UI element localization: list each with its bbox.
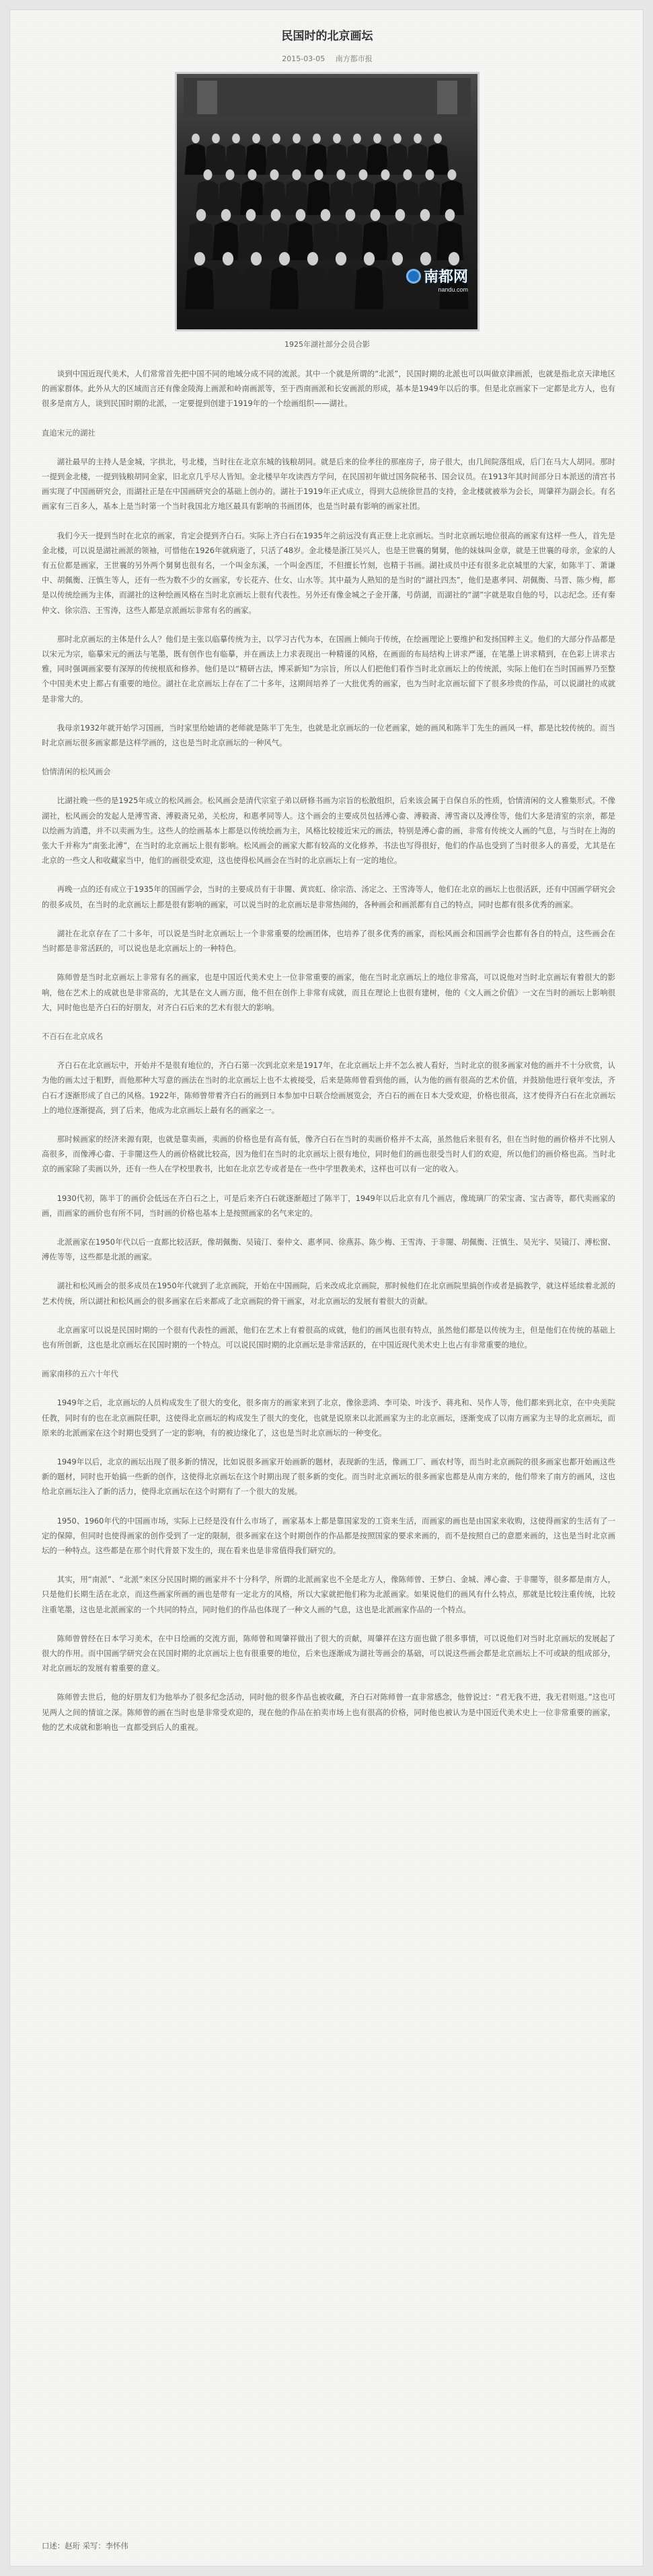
section-heading: 不百石在北京成名 [42, 1031, 104, 1041]
body-paragraph: 湖社最早的主持人是金城，字拱北，号北楼，当时往在北京东城的钱粮胡同。就是后来的俭孝往的那座房子，房子很大，由几间院落组成，后门在马大人胡同。那时一提到金北楼，一提到钱粮胡同金家，旧北京几乎尽人皆知。金北楼早年攻读西方学问，在民国初年做过国务院秘书、国会议员。在1913年其时间部分日本派送的清宫书画实现了中国画研究会，而湖社正是在中国画研究会的基础上创办的。湖社于1919年正式成立，得到大总统徐世昌的支持，金北楼就被举为会长，周肇祥为副会长。有名画家有三百多人，基本上是当时第一个当时我国北方地区最具有影响的书画团体，也是当时最有影响的画家社团。 [42, 456, 615, 511]
article-meta [10, 53, 644, 64]
body-paragraph: 陈师曾是当时北京画坛上非常有名的画家，也是中国近代美术史上一位非常重要的画家，他在当时北京画坛上的地位非常高，可以说他对当时北京画坛有着很大的影响，他在艺术上的成就也是非常高的，尤其是在文人画方面，他不但在创作上非常有成就，而且在理论上也很有建树，他的《文人画之价值》一文在当时的画坛上影响很大，同时他也是齐白石的好朋友，对齐白石后来的艺术有很大的影响。 [42, 972, 615, 1012]
body-paragraph: 比湖社晚一些的是1925年成立的松风画会。松风画会是清代宗室子弟以研修书画为宗旨的松散组织，后来该会属于自保自乐的性质，恰情清闲的文人雅集形式。不像湖社，松风画会的发起人是溥雪斋、溥毅斋兄弟，关松房，和惠孝同等人。这个画会的主要成员包括溥心畬、溥毅斋、溥雪斋以及溥佺等，他们大多是清室的宗亲，都是以绘画为消遣，并不以卖画为生。这些人的绘画基本上都是以传统绘画为主，风格比较接近宋元的画法，特别是溥心畬的画，非常有传统文人画的气息，与当时在上海的张大千并称为“南张北溥”，在当时的北京画坛上很有影响。松风画会的画家大都有较高的文化修养，书法也写得很好，他们的作品也受到了当时很多人的喜爱，尤其是在北京的一些文人和收藏家当中，他们的画很受欢迎，这也使得松风画会在当时的北京画坛上有一定的地位。 [42, 796, 615, 866]
body-paragraph: 谈到中国近现代美术，人们常常首先把中国不同的地域分成不同的流派。其中一个就是所谓的“北派”，民国时期的北派也可以叫做京津画派，也就是指北京天津地区的画家群体。此外从大的区域而言还有像金陵海上画派和岭南画派等，至于西南画派和长安画派的形成，基本是1949年以后的事。但是北京画家下一定都是北方人，也有很多是南方人，谈到民国时期的北派，一定要提到创建于1919年的一个绘画组织——湖社。 [42, 369, 615, 409]
body-paragraph: 1949年以后，北京的画坛出现了很多新的情况，比如说很多画家开始画新的题材，表现新的生活，像画工厂、画农村等，而当时北京画院的很多画家也都开始画这些新的题材，同时也开始搞一些新的创作，这使得北京画坛在这个时期出现了很多新的变化。而当时北京画坛的很多画家也都是从南方来的，他们带来了南方的画风，这也给北京画坛注入了新的活力，使得北京画坛在这个时期有了一个很大的发展。 [42, 1456, 615, 1497]
body-paragraph: 1930代初，陈半丁的画价会低远在齐白石之上，可是后来齐白石就逐渐超过了陈半丁，1949年以后北京有几个画店，像琉璃厂的荣宝斋、宝古斋等，都代卖画家的画，而画家的画价也有所不同，当时画的价格也基本上是按照画家的名气来定的。 [42, 1193, 615, 1218]
body-paragraph: 1949年之后，北京画坛的人员构成发生了很大的变化，很多南方的画家来到了北京，像徐悲鸿、李可染、叶浅予、蒋兆和、吴作人等，他们都来到北京，在中央美院任教，同时有的也在北京画院任职，这使得北京画坛的构成发生了很大的变化，也就是说原来以北派画家为主的北京画坛，逐渐变成了以南方画家为主导的北京画坛，而原来的北派画家在这个时期也受到了一定的影响，有的被边缘化了，这也是当时北京画坛的一种变化。 [42, 1398, 615, 1438]
nandu-logo: 南都网 nandu.com [406, 265, 468, 293]
body-paragraph: 那时候画家的经济来源有限，也就是靠卖画，卖画的价格也是有高有低，像齐白石在当时的卖画价格并不太高，虽然他后来很有名，但在当时他的画价格并不比别人高很多，而像溥心畬、于非闇这些人的画价格就比较高，因为他们在当时的北京画坛上很有地位，同时他们的画也很受当时人们的欢迎，所以他们的画价格也高。当时北京的画家除了卖画以外，还有一些人在学校里教书，比如在北京艺专或者是在一些中学里教美术，这样也可以有一定的收入。 [42, 1134, 615, 1174]
body-paragraph: 湖社在北京存在了二十多年，可以说是当时北京画坛上一个非常重要的绘画团体，也培养了很多优秀的画家，而松风画会和国画学会也都有各自的特点，这些画会在当时都是非常活跃的，可以说也是北京画坛上的一种特色。 [42, 928, 615, 954]
article-signature: 口述：赵珩 采写：李怀伟 [42, 2541, 128, 2550]
section-heading: 直追宋元的湖社 [42, 427, 95, 438]
nandu-logo-icon [406, 269, 421, 284]
photo-caption: 1925年湖社部分会员合影 [284, 340, 370, 349]
article-page [9, 9, 644, 2567]
body-paragraph: 陈师曾曾经在日本学习美术，在中日绘画的交流方面，陈师曾和周肇祥做出了很大的贡献，周肇祥在这方面也做了很多事情，可以说他们对当时北京画坛的发展起了很大的作用。而中国画学研究会在民国时期的北京画坛上也有很重要的地位，后来也逐渐成为湖社等画会的基础，可以说这些画会都是北京画坛上不可或缺的组成部分，对北京画坛的发展有着重要的意义。 [42, 1633, 615, 1673]
body-paragraph: 陈师曾去世后，他的好朋友们为他举办了很多纪念活动，同时他的很多作品也被收藏，齐白石对陈师曾一直非常感念，他曾说过：“君无我不进，我无君则退。”这也可见两人之间的情谊之深。陈师曾的画在当时也是非常受欢迎的，现在他的作品在拍卖市场上也有很高的价格，同时他也被认为是中国近代美术史上一位非常重要的画家，他的艺术成就和影响也一直都受到后人的重视。 [42, 1692, 615, 1732]
body-paragraph: 北京画家可以说是民国时期的一个很有代表性的画派，他们在艺术上有着很高的成就，他们的画风也很有特点，虽然他们都是以传统为主，但是他们在传统的基础上也有所创新，这也是北京画坛在民国时期的一个特点。可以说民国时期的北京画坛是非常活跃的，在中国近现代美术史上也占有非常重要的地位。 [42, 1325, 615, 1349]
section-heading: 恰情清闲的松风画会 [42, 767, 111, 777]
group-photo [175, 72, 479, 331]
article-body [42, 366, 615, 1749]
section-heading: 画家南移的五六十年代 [42, 1369, 118, 1379]
body-paragraph: 其实，用“南派”、“北派”来区分民国时期的画家并不十分科学，所谓的北派画家也不全是北方人，像陈师曾、王梦白、金城、溥心畬、于非闇等，很多都是南方人，只是他们长期生活在北京，而这些画家所画的画也是带有一定北方的风格，所以大家就把他们称为北派画家。如果说他们的画风有什么特点，那就是比较注重传统，比较注重笔墨，这也是北派画家的一个共同的特点，同时他们的作品也体现了一种文人画的气息，这也是北派画家作品的一个特点。 [42, 1575, 615, 1614]
body-paragraph: 我母亲1932年就开始学习国画，当时家里给她请的老师就是陈半丁先生，也就是北京画坛的一位老画家，她的画风和陈半丁先生的画风一样，都是比较传统的。而当时北京画坛很多画家都是这样学画的，这也是当时北京画坛的一种风气。 [42, 722, 615, 748]
body-paragraph: 再晚一点的还有成立于1935年的国画学会，当时的主要成员有于非闇、黄宾虹、徐宗浩、汤定之、王雪涛等人，他们在北京的画坛上也很活跃，还有中国画学研究会的很多成员，在当时的北京画坛上都是很有影响的画家，可以说当时的北京画坛是非常热闹的，各种画会和画派都有自己的特点，同时也都有很多优秀的画家。 [42, 884, 615, 909]
body-paragraph: 湖社和松风画会的很多成员在1950年代就到了北京画院，开始在中国画院，后来改成北京画院，那时候他们在北京画院里搞创作或者是搞教学，就这样延续着北派的艺术传统，所以湖社和松风画会的很多画家在后来都成了北京画院的骨干画家，对北京画坛的发展有着很大的贡献。 [42, 1281, 615, 1306]
body-paragraph: 那时北京画坛的主体是什么人？他们是主张以临摹传统为主，以学习古代为本，在国画上倾向于传统，在绘画理论上要维护和发扬国粹主义。他们的大部分作品都是以宋元为宗，临摹宋元的画法与笔墨，既有创作也有临摹，并在画法上力求表现出一种精谨的风格，在画面的布局结构上讲求严谨，在笔墨上讲求精到，在色彩上讲求古雅，同时强调画家要有深厚的传统根底和修养。他们是以“精研古法，博采新知”为宗旨，所以人们把他们看作当时北京画坛上的传统派，实际上他们在当时国画界乃至整个中国美术史上都占有重要的地位。湖社在北京画坛上存在了二十多年，这期间培养了一大批优秀的画家，也为当时北京画坛留下了很多珍贵的作品，可以说湖社的成就是非常大的。 [42, 634, 615, 704]
body-paragraph: 齐白石在北京画坛中，开始并不是很有地位的，齐白石第一次到北京来是1917年，在北京画坛上并不怎么被人看好，当时北京的很多画家对他的画并不十分欣赏，认为他的画太过于粗野，而他那种大写意的画法在当时的北京画坛上也不太被接受，后来是陈师曾看到他的画，认为他的画有很高的艺术价值，并鼓励他进行衰年变法，齐白石才逐渐形成了自己的风格。1922年，陈师曾带着齐白石的画到日本参加中日联合绘画展览会，齐白石的画在日本大受欢迎，价格也很高，这才使得齐白石在北京画坛上的地位逐渐提高，到了后来，他成为北京画坛上最有名的画家之一。 [42, 1061, 615, 1115]
article-title: 民国时的北京画坛 [281, 30, 373, 43]
body-paragraph: 北派画家在1950年代以后一直都比较活跃，像胡佩衡、吴镜汀、秦仲文、惠孝同、徐燕荪、陈少梅、王雪涛、于非闇、胡佩衡、汪慎生、吴光宇、吴镜汀、溥松窗、溥佐等等，这些都是北派的画家。 [42, 1237, 615, 1262]
body-paragraph: 我们今天一提到当时在北京的画家，肯定会提到齐白石。实际上齐白石在1935年之前远没有真正登上北京画坛。当时北京画坛地位很高的画家有这样一些人，首先是金北楼，可以说是湖社画派的领袖，可惜他在1926年就病逝了，只活了48岁。金北楼是浙江吴兴人，也是王世襄的舅舅，他的妹妹叫金章，就是王世襄的母亲，金家的人有五位都是画家，王世襄的另外两个舅舅也很有名，一个叫金东溪，一个叫金西厓，不但擅长竹刻，也精于书画。湖社成员中还有很多北京城里的大家，如陈半丁、萧谦中、胡佩衡、汪慎生等人，还有一些为数不少的女画家，专长花卉、仕女、山水等。其中最为人熟知的是当时的“湖社四杰”，他们是惠孝同、胡佩衡、马晋、陈少梅，都是以传统绘画为主体，而湖社的这种绘画风格在当时北京画坛上很有代表性。另外还有像金城之子金开藩，号荫湖，而湖社的“湖”字就是取自他的号，以志纪念。还有秦仲文、徐宗浩、王雪涛，这些人都是京派画坛非常有名的画家。 [42, 530, 615, 615]
article-source: 南方都市报 [335, 54, 373, 63]
article-date: 2015-03-05 [282, 54, 325, 63]
body-paragraph: 1950、1960年代的中国画市场，实际上已经是没有什么市场了，画家基本上都是靠国家发的工资来生活，而画家的画也是由国家来收购，这使得画家的生活有了一定的保障，但同时也使得画家的创作受到了一定的限制，很多画家在这个时期创作的作品都是按照国家的要求来画的，而不是按照自己的意愿来画的，这也是当时北京画坛的一种特点。这些都是在那个时代背景下发生的，现在看来也是非常值得我们研究的。 [42, 1515, 615, 1555]
